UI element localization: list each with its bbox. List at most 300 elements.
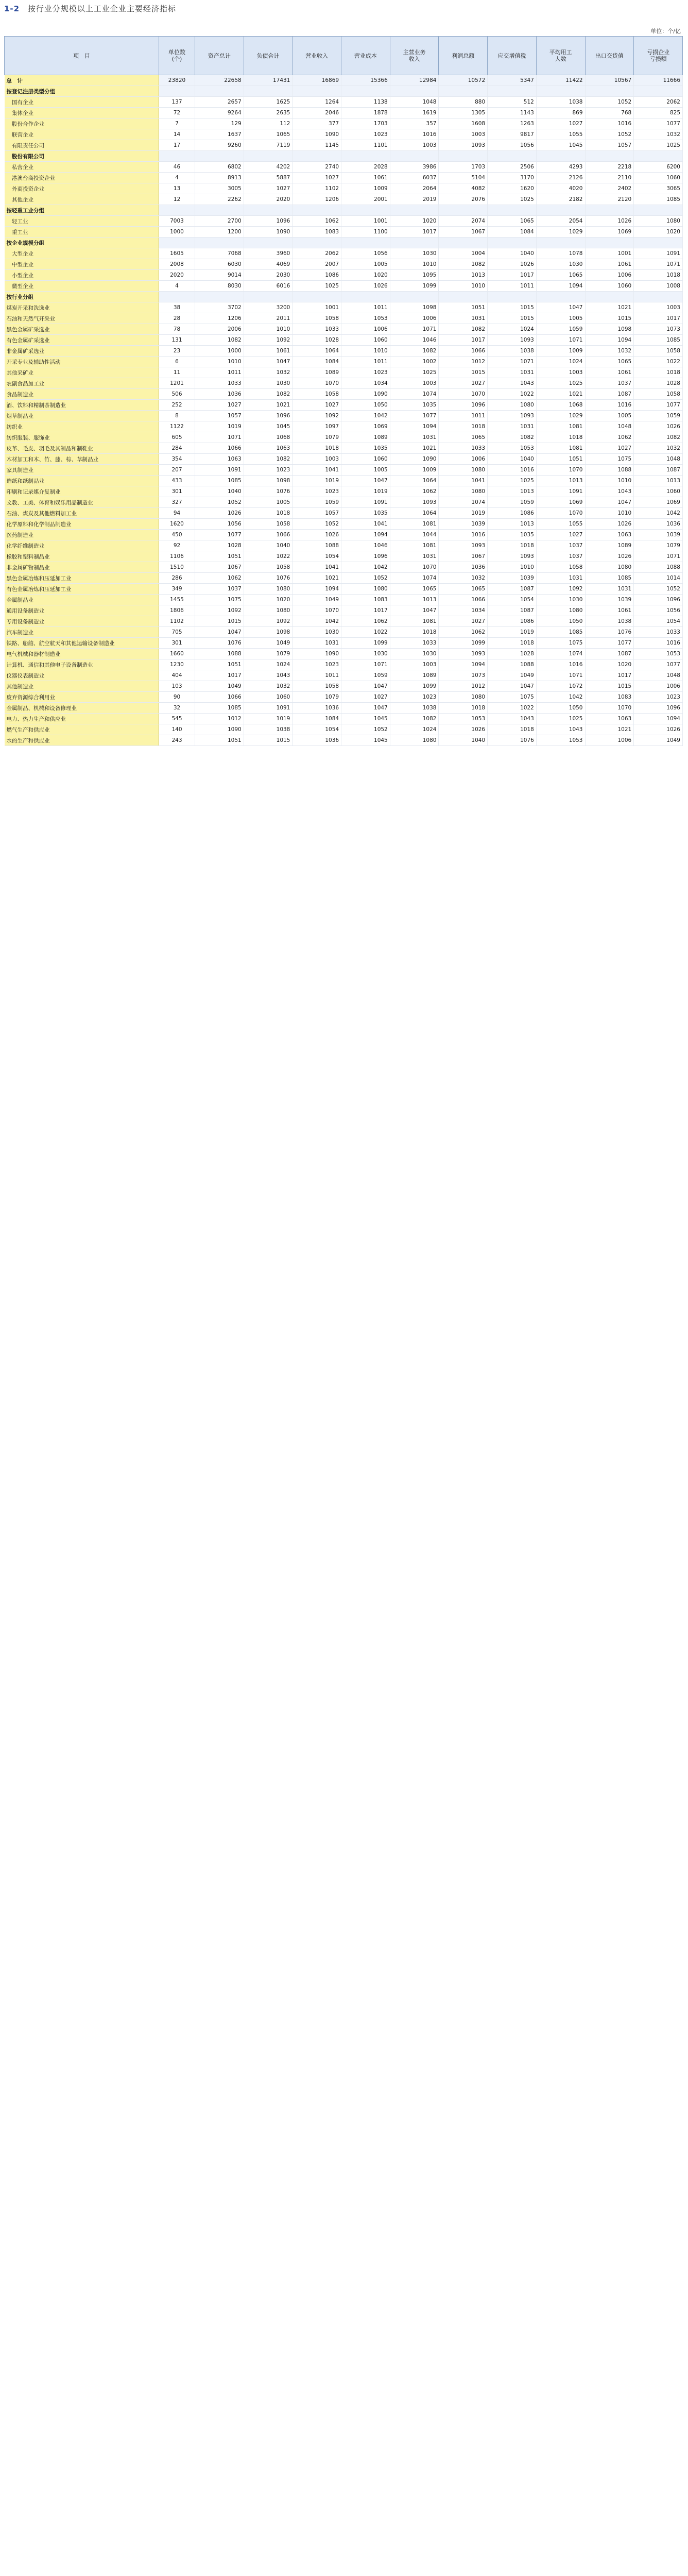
table-cell: 1017 bbox=[488, 270, 537, 281]
table-cell: 1068 bbox=[244, 432, 293, 443]
table-cell: 1099 bbox=[390, 681, 439, 692]
table-cell: 1094 bbox=[341, 530, 390, 540]
row-label: 黑色金属矿采选业 bbox=[5, 324, 159, 335]
table-cell: 1053 bbox=[488, 443, 537, 454]
statistics-table bbox=[4, 36, 683, 746]
table-cell: 140 bbox=[159, 724, 195, 735]
table-cell: 1032 bbox=[244, 367, 293, 378]
table-cell bbox=[195, 86, 244, 97]
row-label: 电气机械和器材制造业 bbox=[5, 649, 159, 659]
table-cell: 1016 bbox=[488, 465, 537, 476]
table-cell: 207 bbox=[159, 465, 195, 476]
table-cell: 1060 bbox=[585, 281, 634, 292]
table-cell: 1069 bbox=[634, 497, 683, 508]
table-cell: 1031 bbox=[293, 638, 341, 649]
table-cell: 2126 bbox=[536, 173, 585, 183]
table-cell: 2019 bbox=[390, 194, 439, 205]
table-cell: 1620 bbox=[159, 519, 195, 530]
table-cell: 2262 bbox=[195, 194, 244, 205]
table-cell: 1052 bbox=[585, 97, 634, 108]
table-cell: 46 bbox=[159, 162, 195, 173]
table-cell: 1076 bbox=[244, 573, 293, 584]
table-cell: 1061 bbox=[585, 259, 634, 270]
table-cell: 1056 bbox=[195, 519, 244, 530]
table-cell: 1085 bbox=[536, 627, 585, 638]
table-cell: 1079 bbox=[293, 432, 341, 443]
table-cell: 869 bbox=[536, 108, 585, 118]
table-cell: 1067 bbox=[439, 227, 488, 238]
row-label: 纺织服装、服饰业 bbox=[5, 432, 159, 443]
table-cell: 1065 bbox=[585, 357, 634, 367]
table-cell: 1064 bbox=[390, 476, 439, 486]
table-cell: 1039 bbox=[488, 573, 537, 584]
table-cell bbox=[439, 238, 488, 248]
table-cell: 1076 bbox=[195, 638, 244, 649]
table-cell bbox=[634, 151, 683, 162]
table-cell: 1033 bbox=[293, 324, 341, 335]
table-cell: 1040 bbox=[488, 248, 537, 259]
table-cell: 2657 bbox=[195, 97, 244, 108]
table-cell bbox=[341, 151, 390, 162]
table-cell: 1098 bbox=[244, 627, 293, 638]
table-cell: 2062 bbox=[634, 97, 683, 108]
table-cell: 1041 bbox=[341, 519, 390, 530]
table-cell: 1027 bbox=[244, 183, 293, 194]
table-cell: 1026 bbox=[195, 508, 244, 519]
table-cell: 6016 bbox=[244, 281, 293, 292]
table-cell: 243 bbox=[159, 735, 195, 746]
table-cell: 1094 bbox=[390, 421, 439, 432]
table-cell: 1082 bbox=[390, 714, 439, 724]
table-cell: 6030 bbox=[195, 259, 244, 270]
table-cell: 1066 bbox=[244, 530, 293, 540]
table-cell bbox=[244, 205, 293, 216]
table-cell: 1074 bbox=[390, 573, 439, 584]
table-cell: 1022 bbox=[341, 627, 390, 638]
table-cell: 1086 bbox=[488, 616, 537, 627]
table-cell: 1050 bbox=[341, 400, 390, 411]
table-cell: 10567 bbox=[585, 75, 634, 86]
table-cell: 1017 bbox=[195, 670, 244, 681]
table-cell: 1023 bbox=[293, 659, 341, 670]
table-cell: 1075 bbox=[488, 692, 537, 703]
table-cell: 354 bbox=[159, 454, 195, 465]
table-cell: 1081 bbox=[390, 540, 439, 551]
table-cell bbox=[390, 205, 439, 216]
table-cell: 1088 bbox=[293, 540, 341, 551]
column-header: 亏损企业 亏损额 bbox=[634, 37, 683, 75]
table-cell: 1047 bbox=[341, 476, 390, 486]
table-cell: 1027 bbox=[439, 378, 488, 389]
table-cell: 1032 bbox=[439, 573, 488, 584]
table-cell: 1100 bbox=[341, 227, 390, 238]
table-cell: 1026 bbox=[585, 519, 634, 530]
table-cell: 1091 bbox=[195, 465, 244, 476]
table-cell: 1057 bbox=[195, 411, 244, 421]
table-cell: 1096 bbox=[244, 411, 293, 421]
table-cell: 1012 bbox=[195, 714, 244, 724]
table-cell: 1145 bbox=[293, 140, 341, 151]
table-cell: 1048 bbox=[390, 97, 439, 108]
table-cell: 1056 bbox=[634, 605, 683, 616]
table-cell: 1089 bbox=[585, 540, 634, 551]
table-cell: 1075 bbox=[536, 638, 585, 649]
table-cell bbox=[634, 238, 683, 248]
table-cell: 1099 bbox=[341, 638, 390, 649]
table-cell: 1012 bbox=[439, 357, 488, 367]
table-cell: 2402 bbox=[585, 183, 634, 194]
table-row bbox=[5, 75, 683, 86]
table-cell: 131 bbox=[159, 335, 195, 346]
table-cell: 1010 bbox=[585, 476, 634, 486]
row-label: 有色金属矿采选业 bbox=[5, 335, 159, 346]
table-cell: 1028 bbox=[488, 649, 537, 659]
table-cell: 1510 bbox=[159, 562, 195, 573]
table-cell: 1077 bbox=[195, 530, 244, 540]
table-row bbox=[5, 335, 683, 346]
table-row bbox=[5, 97, 683, 108]
table-cell: 1037 bbox=[536, 540, 585, 551]
table-cell: 3005 bbox=[195, 183, 244, 194]
table-cell: 6 bbox=[159, 357, 195, 367]
table-row bbox=[5, 595, 683, 605]
table-cell: 1094 bbox=[634, 714, 683, 724]
row-label: 木材加工和木、竹、藤、棕、草制品业 bbox=[5, 454, 159, 465]
table-cell: 1058 bbox=[244, 562, 293, 573]
table-cell: 1079 bbox=[634, 540, 683, 551]
table-cell: 1206 bbox=[195, 313, 244, 324]
row-label: 微型企业 bbox=[5, 281, 159, 292]
table-cell: 1063 bbox=[195, 454, 244, 465]
table-cell: 1032 bbox=[634, 443, 683, 454]
row-label: 中型企业 bbox=[5, 259, 159, 270]
table-cell: 1091 bbox=[536, 486, 585, 497]
table-cell: 1082 bbox=[244, 389, 293, 400]
table-cell: 1005 bbox=[536, 313, 585, 324]
table-cell: 1027 bbox=[293, 173, 341, 183]
table-cell: 1022 bbox=[488, 389, 537, 400]
table-cell: 768 bbox=[585, 108, 634, 118]
table-row bbox=[5, 497, 683, 508]
table-cell: 1011 bbox=[195, 367, 244, 378]
table-cell bbox=[244, 292, 293, 302]
table-cell: 1030 bbox=[536, 595, 585, 605]
table-cell: 1077 bbox=[634, 400, 683, 411]
row-label: 农副食品加工业 bbox=[5, 378, 159, 389]
table-cell: 1037 bbox=[536, 551, 585, 562]
table-cell: 2506 bbox=[488, 162, 537, 173]
table-cell: 1074 bbox=[390, 389, 439, 400]
page-title bbox=[4, 3, 176, 14]
table-cell: 1016 bbox=[585, 400, 634, 411]
table-row bbox=[5, 519, 683, 530]
table-cell: 1082 bbox=[439, 324, 488, 335]
table-cell: 7003 bbox=[159, 216, 195, 227]
table-cell: 2006 bbox=[195, 324, 244, 335]
table-cell: 1065 bbox=[536, 270, 585, 281]
table-cell: 1023 bbox=[293, 486, 341, 497]
table-cell bbox=[536, 86, 585, 97]
table-cell: 1063 bbox=[585, 714, 634, 724]
column-header: 负债合计 bbox=[244, 37, 293, 75]
table-cell: 1010 bbox=[585, 508, 634, 519]
table-cell: 1085 bbox=[634, 194, 683, 205]
table-cell: 3170 bbox=[488, 173, 537, 183]
table-cell: 1455 bbox=[159, 595, 195, 605]
table-cell: 1071 bbox=[536, 335, 585, 346]
table-row bbox=[5, 129, 683, 140]
table-cell: 3200 bbox=[244, 302, 293, 313]
table-cell: 1062 bbox=[293, 216, 341, 227]
table-row bbox=[5, 118, 683, 129]
table-cell: 1091 bbox=[244, 703, 293, 714]
table-cell: 1070 bbox=[390, 562, 439, 573]
table-cell: 1090 bbox=[293, 649, 341, 659]
table-cell: 103 bbox=[159, 681, 195, 692]
table-cell: 1032 bbox=[585, 346, 634, 357]
table-cell: 1020 bbox=[244, 595, 293, 605]
table-cell: 1027 bbox=[439, 616, 488, 627]
table-cell: 1048 bbox=[634, 670, 683, 681]
table-body bbox=[5, 75, 683, 746]
table-cell: 1018 bbox=[390, 627, 439, 638]
table-cell: 1015 bbox=[585, 681, 634, 692]
table-cell: 1082 bbox=[244, 454, 293, 465]
table-cell: 1035 bbox=[488, 530, 537, 540]
table-cell: 1010 bbox=[390, 259, 439, 270]
table-cell bbox=[195, 238, 244, 248]
table-cell: 1263 bbox=[488, 118, 537, 129]
table-cell: 1002 bbox=[390, 357, 439, 367]
table-cell: 1025 bbox=[634, 140, 683, 151]
table-cell: 1026 bbox=[439, 724, 488, 735]
table-cell: 2182 bbox=[536, 194, 585, 205]
table-cell: 137 bbox=[159, 97, 195, 108]
table-cell: 1045 bbox=[536, 140, 585, 151]
table-cell: 1040 bbox=[488, 454, 537, 465]
table-cell: 3986 bbox=[390, 162, 439, 173]
table-cell: 1018 bbox=[439, 421, 488, 432]
table-row bbox=[5, 227, 683, 238]
table-cell: 3960 bbox=[244, 248, 293, 259]
row-label: 有限责任公司 bbox=[5, 140, 159, 151]
table-cell: 1017 bbox=[341, 605, 390, 616]
table-cell: 2008 bbox=[159, 259, 195, 270]
table-cell: 1035 bbox=[390, 400, 439, 411]
table-cell: 1049 bbox=[634, 735, 683, 746]
table-cell: 1025 bbox=[488, 476, 537, 486]
table-cell: 1025 bbox=[390, 367, 439, 378]
table-cell bbox=[159, 292, 195, 302]
row-label: 有色金属冶炼和压延加工业 bbox=[5, 584, 159, 595]
row-label: 按登记注册类型分组 bbox=[5, 86, 159, 97]
table-cell: 1016 bbox=[634, 638, 683, 649]
table-cell: 2020 bbox=[159, 270, 195, 281]
table-cell: 880 bbox=[439, 97, 488, 108]
table-row bbox=[5, 378, 683, 389]
table-cell: 1028 bbox=[634, 378, 683, 389]
table-cell: 1052 bbox=[634, 584, 683, 595]
column-header: 单位数 (个) bbox=[159, 37, 195, 75]
row-label: 食品制造业 bbox=[5, 389, 159, 400]
table-cell: 1092 bbox=[195, 605, 244, 616]
table-cell: 2700 bbox=[195, 216, 244, 227]
table-cell: 1011 bbox=[293, 670, 341, 681]
table-cell: 1058 bbox=[634, 346, 683, 357]
table-cell: 1051 bbox=[195, 735, 244, 746]
table-cell: 1084 bbox=[293, 357, 341, 367]
table-cell: 1016 bbox=[585, 118, 634, 129]
table-cell: 1070 bbox=[536, 508, 585, 519]
table-cell: 1061 bbox=[585, 605, 634, 616]
table-cell: 1043 bbox=[536, 724, 585, 735]
table-cell: 1015 bbox=[244, 735, 293, 746]
table-cell: 9817 bbox=[488, 129, 537, 140]
row-label: 废弃资源综合利用业 bbox=[5, 692, 159, 703]
table-cell: 1061 bbox=[585, 367, 634, 378]
table-cell: 1067 bbox=[439, 551, 488, 562]
row-label: 化学原料和化学制品制造业 bbox=[5, 519, 159, 530]
table-row bbox=[5, 346, 683, 357]
table-cell: 12 bbox=[159, 194, 195, 205]
table-cell: 1048 bbox=[585, 421, 634, 432]
title-number: 1-2 bbox=[4, 4, 20, 13]
table-cell: 1021 bbox=[293, 573, 341, 584]
table-cell: 1011 bbox=[439, 411, 488, 421]
table-cell: 1065 bbox=[390, 584, 439, 595]
row-label: 纺织业 bbox=[5, 421, 159, 432]
table-cell: 1036 bbox=[293, 735, 341, 746]
table-cell: 1021 bbox=[536, 389, 585, 400]
table-cell: 1013 bbox=[536, 476, 585, 486]
table-cell: 1065 bbox=[439, 584, 488, 595]
table-cell bbox=[634, 292, 683, 302]
table-cell: 4 bbox=[159, 281, 195, 292]
table-cell: 1039 bbox=[634, 530, 683, 540]
table-cell: 1064 bbox=[293, 346, 341, 357]
table-cell: 1093 bbox=[488, 551, 537, 562]
table-cell: 1030 bbox=[536, 259, 585, 270]
table-row bbox=[5, 465, 683, 476]
table-cell: 1065 bbox=[244, 129, 293, 140]
table-cell: 1004 bbox=[439, 248, 488, 259]
row-label: 文教、工美、体育和娱乐用品制造业 bbox=[5, 497, 159, 508]
table-cell: 1080 bbox=[341, 584, 390, 595]
row-label: 非金属矿采选业 bbox=[5, 346, 159, 357]
table-cell: 1028 bbox=[293, 335, 341, 346]
table-cell: 1077 bbox=[634, 659, 683, 670]
table-cell: 1003 bbox=[293, 454, 341, 465]
table-cell: 1089 bbox=[293, 367, 341, 378]
row-label: 按轻重工业分组 bbox=[5, 205, 159, 216]
table-row bbox=[5, 649, 683, 659]
table-cell: 1012 bbox=[439, 681, 488, 692]
table-cell: 1090 bbox=[341, 389, 390, 400]
table-cell: 1041 bbox=[293, 562, 341, 573]
table-cell: 1054 bbox=[293, 724, 341, 735]
table-cell: 1055 bbox=[536, 129, 585, 140]
table-row bbox=[5, 432, 683, 443]
table-cell: 1016 bbox=[439, 530, 488, 540]
table-cell: 1032 bbox=[634, 129, 683, 140]
table-cell: 1081 bbox=[390, 616, 439, 627]
table-cell: 1056 bbox=[488, 140, 537, 151]
table-cell: 1013 bbox=[634, 476, 683, 486]
table-cell: 1047 bbox=[536, 302, 585, 313]
row-label: 大型企业 bbox=[5, 248, 159, 259]
table-cell: 72 bbox=[159, 108, 195, 118]
row-label: 港澳台商投资企业 bbox=[5, 173, 159, 183]
table-cell: 1023 bbox=[341, 367, 390, 378]
table-cell: 1090 bbox=[195, 724, 244, 735]
table-cell: 1035 bbox=[341, 508, 390, 519]
table-cell: 1032 bbox=[244, 681, 293, 692]
table-cell: 1053 bbox=[634, 649, 683, 659]
table-cell: 1029 bbox=[536, 227, 585, 238]
table-cell: 32 bbox=[159, 703, 195, 714]
table-cell: 1060 bbox=[244, 692, 293, 703]
table-cell: 1016 bbox=[536, 659, 585, 670]
table-cell: 1003 bbox=[439, 129, 488, 140]
table-cell: 1081 bbox=[536, 443, 585, 454]
table-cell: 1092 bbox=[293, 411, 341, 421]
table-cell: 2054 bbox=[536, 216, 585, 227]
table-cell: 1083 bbox=[293, 227, 341, 238]
table-row bbox=[5, 627, 683, 638]
table-cell bbox=[293, 238, 341, 248]
table-cell: 1605 bbox=[159, 248, 195, 259]
table-row bbox=[5, 508, 683, 519]
table-cell: 2046 bbox=[293, 108, 341, 118]
table-cell: 1077 bbox=[634, 118, 683, 129]
table-cell: 1027 bbox=[293, 400, 341, 411]
table-cell: 1024 bbox=[390, 724, 439, 735]
table-cell: 1080 bbox=[439, 465, 488, 476]
table-cell: 1045 bbox=[244, 421, 293, 432]
table-cell: 2076 bbox=[439, 194, 488, 205]
table-cell: 1026 bbox=[585, 216, 634, 227]
table-cell: 1030 bbox=[341, 649, 390, 659]
table-cell: 1051 bbox=[439, 302, 488, 313]
table-cell: 1021 bbox=[585, 302, 634, 313]
table-cell: 1003 bbox=[536, 367, 585, 378]
table-cell: 1020 bbox=[341, 270, 390, 281]
table-cell: 1020 bbox=[585, 659, 634, 670]
row-label: 金属制品业 bbox=[5, 595, 159, 605]
table-cell: 1071 bbox=[488, 357, 537, 367]
table-cell: 433 bbox=[159, 476, 195, 486]
table-cell: 1060 bbox=[634, 173, 683, 183]
table-cell bbox=[293, 205, 341, 216]
table-cell: 1038 bbox=[390, 703, 439, 714]
row-label: 外商投资企业 bbox=[5, 183, 159, 194]
table-cell bbox=[293, 292, 341, 302]
table-cell: 1062 bbox=[341, 616, 390, 627]
table-cell: 1093 bbox=[390, 497, 439, 508]
table-cell: 1070 bbox=[585, 703, 634, 714]
table-cell: 1033 bbox=[439, 443, 488, 454]
table-cell: 1305 bbox=[439, 108, 488, 118]
table-cell: 1052 bbox=[341, 573, 390, 584]
table-cell: 1078 bbox=[536, 248, 585, 259]
table-cell: 1047 bbox=[244, 357, 293, 367]
table-row bbox=[5, 281, 683, 292]
table-cell: 4069 bbox=[244, 259, 293, 270]
table-cell: 1062 bbox=[439, 627, 488, 638]
table-cell: 1066 bbox=[439, 346, 488, 357]
table-row bbox=[5, 681, 683, 692]
table-row bbox=[5, 292, 683, 302]
